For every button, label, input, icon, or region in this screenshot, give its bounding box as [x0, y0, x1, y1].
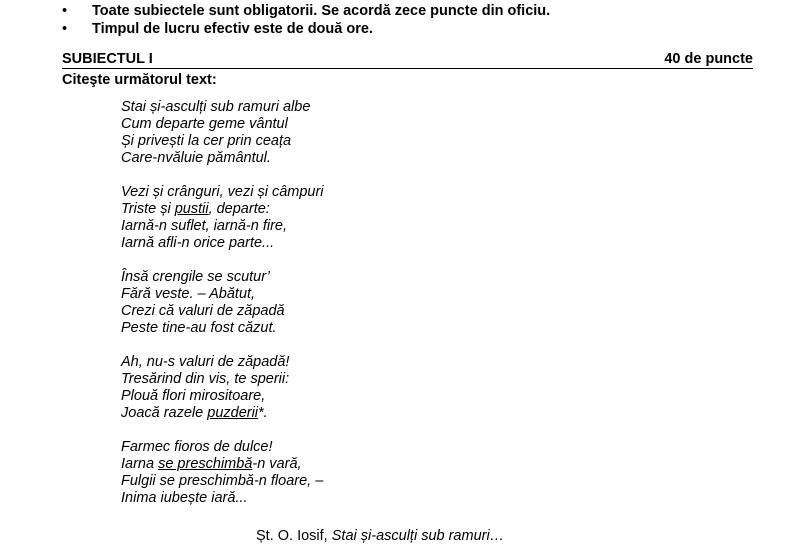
- poem-line-part: , departe:: [208, 201, 270, 217]
- underlined-word: puzderii: [207, 405, 259, 421]
- poem-line: Ah, nu-s valuri de zăpadă!: [121, 354, 290, 370]
- attribution-author: Șt. O. Iosif,: [256, 528, 332, 544]
- bullet-text: Timpul de lucru efectiv este de două ore.: [92, 21, 373, 37]
- poem-line: Inima iubește iară...: [121, 490, 248, 506]
- poem-line: Peste tine-au fost căzut.: [121, 320, 277, 336]
- poem-line: [121, 201, 324, 218]
- poem-line: Tresărind din vis, te sperii:: [121, 371, 290, 387]
- poem-line: Și privești la cer prin ceața: [121, 133, 292, 149]
- poem-line: Însă crengile se scutur’: [121, 269, 270, 285]
- attribution-work-title: Stai și-asculți sub ramuri…: [331, 528, 505, 544]
- poem-line: Vezi și crânguri, vezi și câmpuri: [121, 184, 324, 200]
- poem-stanza-4: [121, 354, 324, 422]
- poem-line: Farmec fioros de dulce!: [121, 439, 273, 455]
- poem-line: Plouă flori mirositoare,: [121, 388, 266, 404]
- poem: [121, 99, 324, 524]
- subject-header: [62, 50, 753, 69]
- poem-line: Stai și-asculți sub ramuri albe: [121, 99, 311, 115]
- poem-line: Iarnă afli-n orice parte...: [121, 235, 275, 251]
- poem-line: Fulgii se preschimbă-n floare, –: [121, 473, 324, 489]
- poem-line: Iarnă-n suflet, iarnă-n fire,: [121, 218, 288, 234]
- attribution: [256, 528, 504, 545]
- instruction-text: Citeşte următorul text:: [62, 72, 217, 88]
- poem-line-part: -n vară,: [252, 456, 302, 472]
- poem-line: Cum departe geme vântul: [121, 116, 288, 132]
- bullet-dot: •: [62, 3, 68, 19]
- underlined-word: se preschimbă: [158, 456, 253, 472]
- poem-line: Fără veste. – Abătut,: [121, 286, 256, 302]
- poem-line: Care-nvăluie pământul.: [121, 150, 271, 166]
- subject-title: SUBIECTUL I: [62, 51, 153, 67]
- poem-line-part: Joacă razele: [121, 405, 208, 421]
- poem-stanza-3: [121, 269, 324, 337]
- bullet-text: Toate subiectele sunt obligatorii. Se acordă zece puncte din oficiu.: [92, 3, 551, 19]
- bullet-dot: •: [62, 21, 68, 37]
- poem-stanza-1: [121, 99, 324, 167]
- subject-points: 40 de puncte: [664, 51, 753, 67]
- poem-line: Crezi că valuri de zăpadă: [121, 303, 285, 319]
- poem-line: [121, 456, 324, 473]
- underlined-word: pustii: [174, 201, 209, 217]
- poem-line-part: *.: [258, 405, 268, 421]
- poem-line: [121, 405, 324, 422]
- poem-stanza-2: [121, 184, 324, 252]
- poem-line-part: Iarna: [121, 456, 159, 472]
- poem-line-part: Triste și: [121, 201, 175, 217]
- poem-stanza-5: [121, 439, 324, 507]
